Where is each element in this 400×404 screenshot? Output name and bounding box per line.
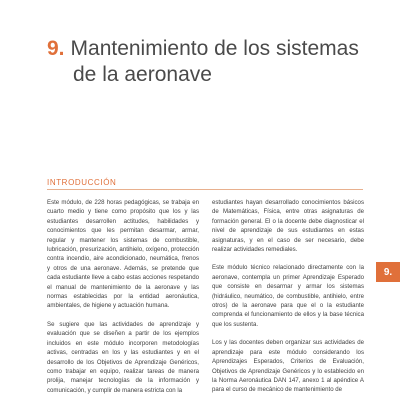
right-column: [212, 198, 364, 404]
left-paragraph-1: Este módulo, de 228 horas pedagógicas, se trabaja en cuarto medio y tiene como propósito que los y las estudiantes desarrollen actitudes, habilidades y conocimientos que les permitan desarmar, armar, regular y mantener los sistemas de combustible, lubricación, presurización, antihielo, oxígeno, protección contra incendio, aire acondicionado, neumática, frenos y otros de una aeronave. Además, se pretende que cada estudiante lleve a cabo estas acciones respetando el manual de mantenimiento de la aeronave y las normas establecidas por la entidad aeronáutica, ambientales, de higiene y actuación humana.: [47, 199, 199, 310]
right-paragraph-2: Este módulo técnico relacionado directamente con la aeronave, contempla un primer Aprendizaje Esperado que consiste en desarmar y armar los sistemas (hidráulico, neumático, de combustible, antihielo, entre otros) de la aeronave para que el o la estudiante comprenda el funcionamiento de ellos y la base técnica que los sustenta.: [212, 264, 364, 328]
right-paragraph-1: estudiantes hayan desarrollado conocimientos básicos de Matemáticas, Física, entre otras asignaturas de formación general. El o la docente debe diagnosticar el nivel de aprendizaje de sus estudiantes en estas asignaturas, y en el caso de ser necesario, debe realizar actividades remediales.: [212, 199, 364, 254]
chapter-number: 9.: [47, 37, 65, 60]
left-paragraph-2: Se sugiere que las actividades de aprendizaje y evaluación que se diseñen a partir de los ejemplos incluidos en este módulo incorporen metodologías activas, centradas en los y las estudiantes y en el desarrollo de los Objetivos de Aprendizaje Genéricos, como trabajar en equipo, realizar tareas de manera prolija, manejar tecnologías de la información y comunicación, y cumplir de manera estricta con la: [47, 320, 199, 394]
right-paragraph-3: Los y las docentes deben organizar sus actividades de aprendizaje para este módulo considerando los Aprendizajes Esperados, Criterios de Evaluación, Objetivos de Aprendizaje Genéricos y lo establecido en la Norma Aeronáutica DAN 147, anexo 1 al apéndice A para el curso de mecánico de mantenimiento de: [212, 339, 364, 394]
left-column: [47, 198, 199, 404]
section-heading: INTRODUCCIÓN: [47, 178, 117, 187]
chapter-side-tab: [376, 262, 400, 282]
chapter-title-block: [47, 36, 387, 88]
chapter-title-line2: de la aeronave: [73, 63, 212, 86]
chapter-title-line1: Mantenimiento de los sistemas: [70, 37, 359, 60]
section-divider: [47, 189, 363, 190]
chapter-side-tab-label: 9.: [383, 266, 393, 278]
chapter-title: [47, 36, 387, 88]
